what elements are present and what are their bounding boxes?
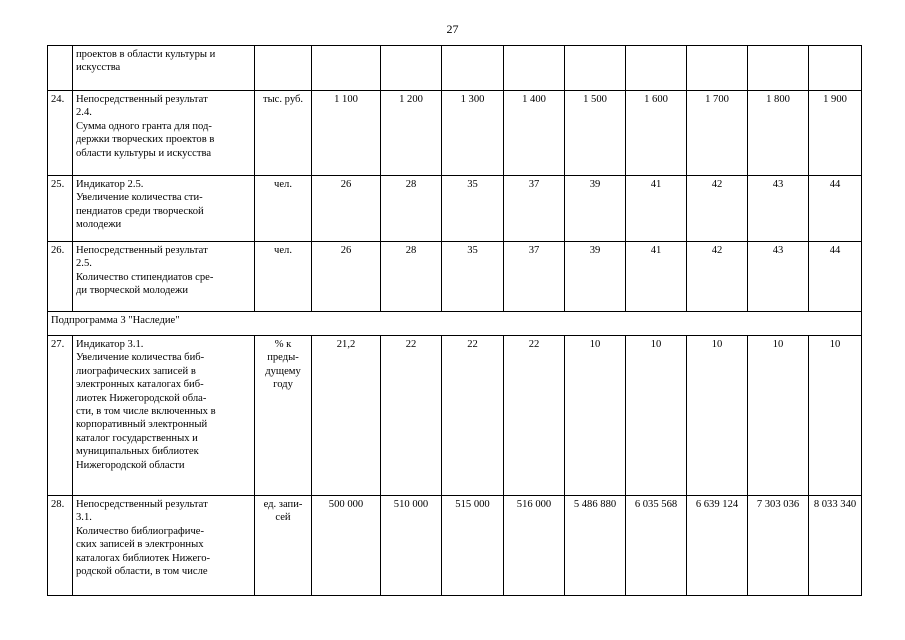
value-cell: 39: [565, 176, 626, 242]
value-cell: 1 100: [312, 91, 381, 176]
indicator-name-line: Увеличение количества сти-: [76, 192, 203, 204]
row-number: 28.: [48, 496, 73, 596]
indicator-name-line: 2.5.: [76, 258, 92, 270]
unit-line: ед. запи-: [263, 499, 303, 510]
value-cell: 43: [748, 242, 809, 312]
indicator-name-line: держки творческих проектов в: [76, 134, 215, 146]
value-cell: 37: [504, 242, 565, 312]
table-row: [48, 336, 862, 496]
value-cell: 44: [809, 242, 862, 312]
value-cell: 28: [381, 242, 442, 312]
indicator-name-cell: [73, 46, 255, 91]
value-cell: 1 300: [442, 91, 504, 176]
indicator-name-line: ди творческой молодежи: [76, 285, 189, 297]
value-cell: [381, 46, 442, 91]
row-number: 24.: [48, 91, 73, 176]
value-cell: 41: [626, 242, 687, 312]
section-row: [48, 312, 862, 336]
unit-cell: [255, 176, 312, 242]
table-row: [48, 91, 862, 176]
row-number: [48, 46, 73, 91]
value-cell: 1 700: [687, 91, 748, 176]
value-cell: 10: [809, 336, 862, 496]
row-number: 25.: [48, 176, 73, 242]
value-cell: 6 035 568: [626, 496, 687, 596]
indicator-name-line: молодежи: [76, 219, 122, 231]
indicator-name-line: 3.1.: [76, 512, 92, 524]
value-cell: 10: [626, 336, 687, 496]
section-title: Подпрограмма 3 "Наследие": [48, 312, 862, 336]
page-number: 27: [446, 22, 459, 36]
indicator-name-line: каталогах библиотек Нижего-: [76, 552, 211, 564]
value-cell: 28: [381, 176, 442, 242]
value-cell: 1 900: [809, 91, 862, 176]
row-number: 27.: [48, 336, 73, 496]
indicator-name-line: Индикатор 3.1.: [76, 339, 144, 350]
indicator-name-line: родской области, в том числе: [76, 566, 208, 578]
indicator-name-line: пендиатов среди творческой: [76, 205, 204, 217]
value-cell: 6 639 124: [687, 496, 748, 596]
table-row: [48, 242, 862, 312]
table-row: [48, 496, 862, 596]
value-cell: 41: [626, 176, 687, 242]
value-cell: 22: [381, 336, 442, 496]
indicator-name-line: корпоративный электронный: [76, 419, 208, 431]
table-row: [48, 176, 862, 242]
value-cell: 7 303 036: [748, 496, 809, 596]
unit-cell: [255, 46, 312, 91]
unit-line: тыс. руб.: [262, 94, 304, 105]
indicator-name-line: области культуры и искусства: [76, 147, 212, 159]
indicator-name-line: сти, в том числе включенных в: [76, 406, 216, 418]
value-cell: [748, 46, 809, 91]
value-cell: 39: [565, 242, 626, 312]
value-cell: [504, 46, 565, 91]
value-cell: [565, 46, 626, 91]
value-cell: 10: [748, 336, 809, 496]
value-cell: [312, 46, 381, 91]
value-cell: 510 000: [381, 496, 442, 596]
indicators-table: [47, 45, 862, 596]
indicator-name-line: 2.4.: [76, 107, 92, 119]
value-cell: 10: [687, 336, 748, 496]
unit-cell: [255, 91, 312, 176]
value-cell: 1 600: [626, 91, 687, 176]
indicator-name-line: Непосредственный результат: [76, 245, 208, 256]
value-cell: 1 800: [748, 91, 809, 176]
value-cell: 35: [442, 242, 504, 312]
table-row: [48, 46, 862, 91]
value-cell: [626, 46, 687, 91]
unit-line: дущему: [265, 365, 301, 377]
indicator-name-line: ских записей в электронных: [76, 539, 204, 551]
indicator-name-cell: [73, 242, 255, 312]
indicator-name-line: Увеличение количества биб-: [76, 352, 205, 364]
indicator-name-line: Непосредственный результат: [76, 499, 208, 510]
unit-line: чел.: [274, 245, 292, 256]
unit-line: году: [273, 379, 293, 391]
value-cell: 1 500: [565, 91, 626, 176]
value-cell: 37: [504, 176, 565, 242]
indicator-name-line: электронных каталогах биб-: [76, 379, 204, 391]
indicator-name-line: Сумма одного гранта для под-: [76, 120, 212, 132]
value-cell: 43: [748, 176, 809, 242]
indicator-name-line: искусства: [76, 62, 121, 74]
indicator-name-line: Непосредственный результат: [76, 94, 208, 105]
indicator-name-cell: [73, 91, 255, 176]
value-cell: 21,2: [312, 336, 381, 496]
indicator-name-line: каталог государственных и: [76, 432, 198, 444]
value-cell: [442, 46, 504, 91]
value-cell: [687, 46, 748, 91]
value-cell: 515 000: [442, 496, 504, 596]
unit-line: % к: [274, 339, 292, 350]
indicator-name-cell: [73, 496, 255, 596]
indicator-name-cell: [73, 176, 255, 242]
value-cell: 44: [809, 176, 862, 242]
unit-line: чел.: [274, 179, 292, 190]
value-cell: 26: [312, 242, 381, 312]
indicator-name-line: Количество библиографиче-: [76, 525, 205, 537]
indicator-name-line: муниципальных библиотек: [76, 446, 199, 458]
unit-cell: [255, 336, 312, 496]
indicator-name-line: лиотек Нижегородской обла-: [76, 392, 207, 404]
value-cell: 1 200: [381, 91, 442, 176]
indicator-name-cell: [73, 336, 255, 496]
indicator-name-line: Нижегородской области: [76, 459, 185, 471]
value-cell: 42: [687, 176, 748, 242]
value-cell: 10: [565, 336, 626, 496]
row-number: 26.: [48, 242, 73, 312]
value-cell: 35: [442, 176, 504, 242]
value-cell: 516 000: [504, 496, 565, 596]
indicator-name-line: проектов в области культуры и: [76, 49, 216, 60]
unit-line: преды-: [267, 352, 299, 364]
unit-line: сей: [275, 512, 291, 524]
indicator-name-line: Индикатор 2.5.: [76, 179, 144, 190]
value-cell: 26: [312, 176, 381, 242]
unit-cell: [255, 496, 312, 596]
value-cell: 42: [687, 242, 748, 312]
value-cell: 22: [442, 336, 504, 496]
unit-cell: [255, 242, 312, 312]
value-cell: 22: [504, 336, 565, 496]
value-cell: 1 400: [504, 91, 565, 176]
indicator-name-line: лиографических записей в: [76, 365, 196, 377]
value-cell: [809, 46, 862, 91]
value-cell: 5 486 880: [565, 496, 626, 596]
value-cell: 8 033 340: [809, 496, 862, 596]
value-cell: 500 000: [312, 496, 381, 596]
indicator-name-line: Количество стипендиатов сре-: [76, 271, 214, 283]
